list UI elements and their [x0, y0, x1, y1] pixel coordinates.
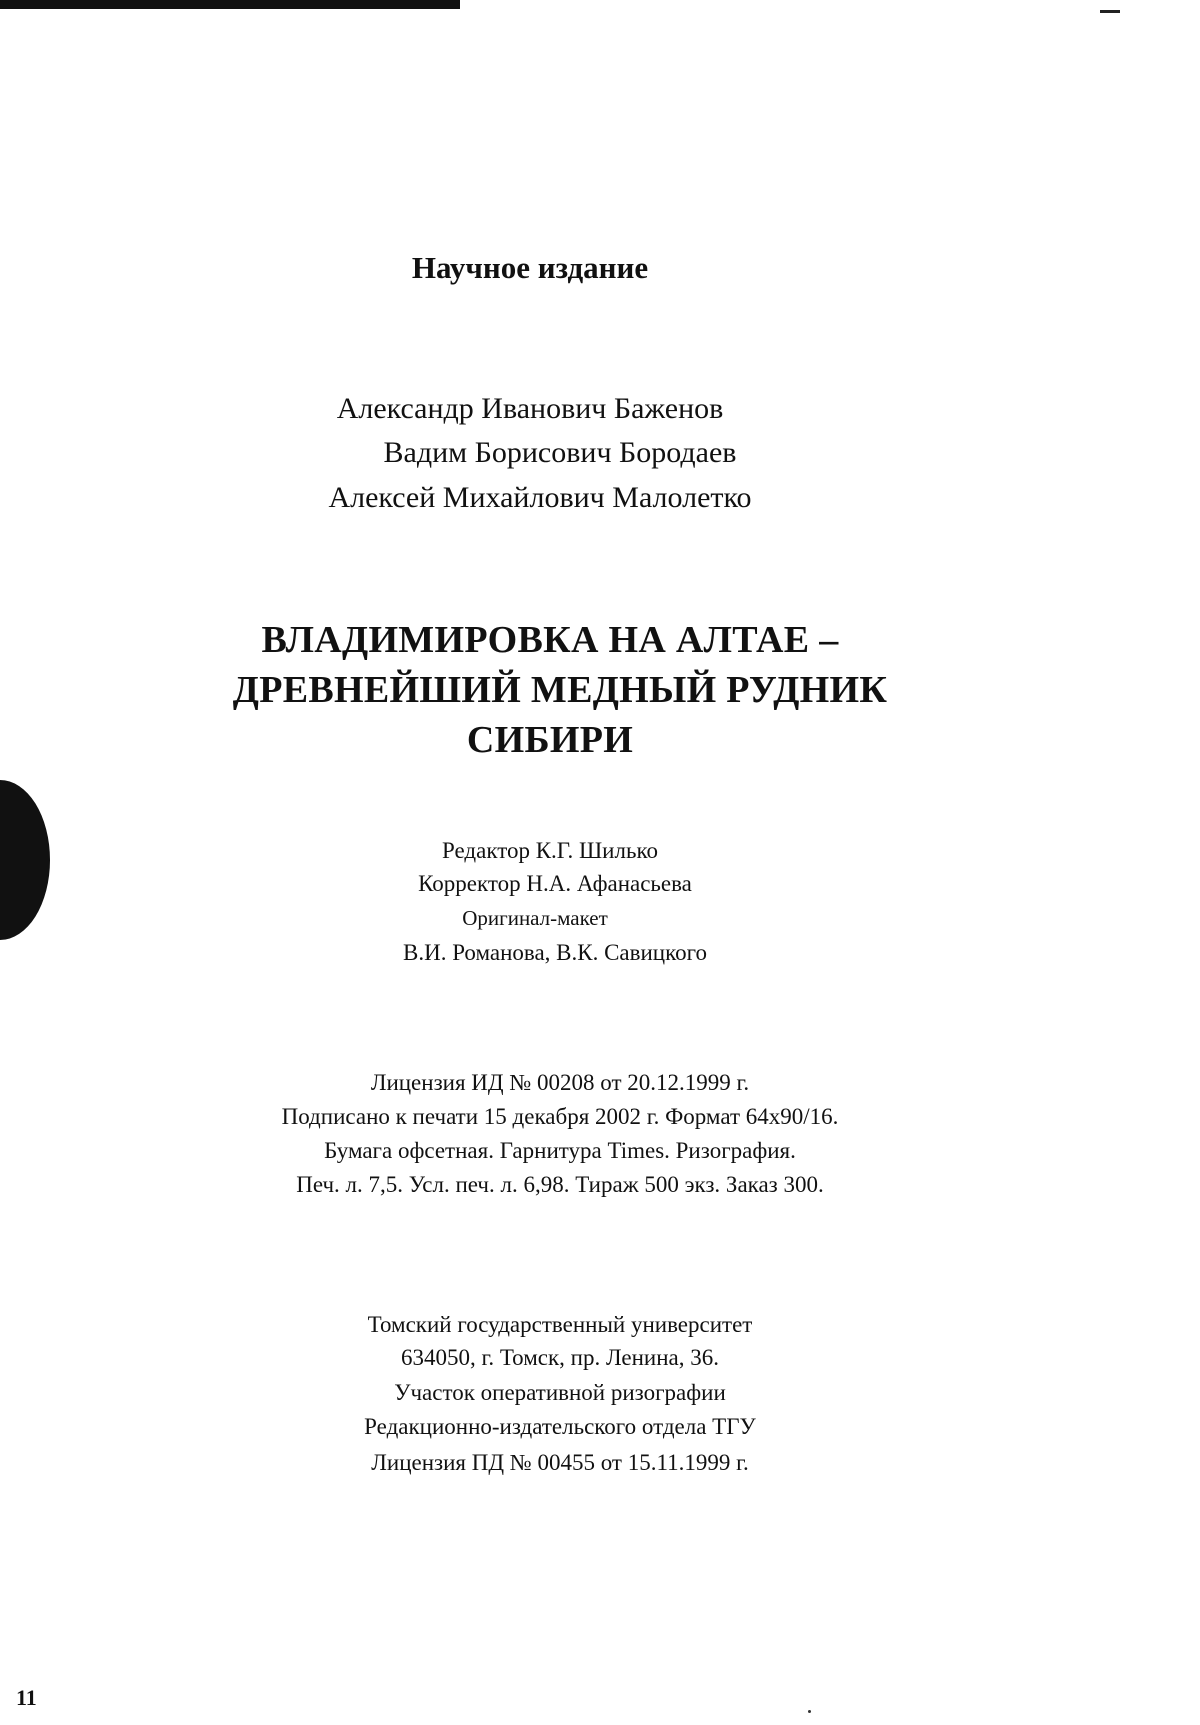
author-2: Вадим Борисович Бородаев: [383, 436, 737, 469]
author-3: Алексей Михайлович Малолетко: [328, 481, 752, 514]
proofreader-credit: Корректор Н.А. Афанасьева: [418, 871, 692, 896]
layout-label: Оригинал-макет: [462, 906, 608, 930]
publisher-license: Лицензия ПД № 00455 от 15.11.1999 г.: [371, 1450, 749, 1475]
scan-artifact-dot: [808, 1710, 811, 1713]
page-number: 11: [16, 1685, 37, 1710]
layout-credit: В.И. Романова, В.К. Савицкого: [403, 940, 707, 965]
imprint-paper: Бумага офсетная. Гарнитура Times. Ризография.: [324, 1138, 796, 1163]
book-title-line-3: СИБИРИ: [466, 719, 634, 761]
publication-type: Научное издание: [411, 250, 649, 285]
scan-artifact-top-bar: [0, 0, 460, 9]
book-title-line-1: ВЛАДИМИРОВКА НА АЛТАЕ –: [261, 619, 839, 661]
publisher-name: Томский государственный университет: [367, 1312, 753, 1337]
book-title-line-2: ДРЕВНЕЙШИЙ МЕДНЫЙ РУДНИК: [232, 669, 888, 711]
author-1: Александр Иванович Баженов: [336, 392, 724, 425]
publisher-department: Редакционно-издательского отдела ТГУ: [364, 1414, 756, 1439]
publisher-address: 634050, г. Томск, пр. Ленина, 36.: [400, 1345, 719, 1370]
imprint-print-date-format: Подписано к печати 15 декабря 2002 г. Формат 64х90/16.: [281, 1104, 839, 1129]
scan-artifact-left-blob: [0, 780, 50, 940]
editor-credit: Редактор К.Г. Шилько: [442, 838, 658, 863]
imprint-license: Лицензия ИД № 00208 от 20.12.1999 г.: [370, 1070, 750, 1095]
imprint-print-run: Печ. л. 7,5. Усл. печ. л. 6,98. Тираж 500 экз. Заказ 300.: [296, 1172, 824, 1197]
scan-artifact-top-dash: [1100, 10, 1120, 13]
publisher-section: Участок оперативной ризографии: [394, 1380, 726, 1405]
